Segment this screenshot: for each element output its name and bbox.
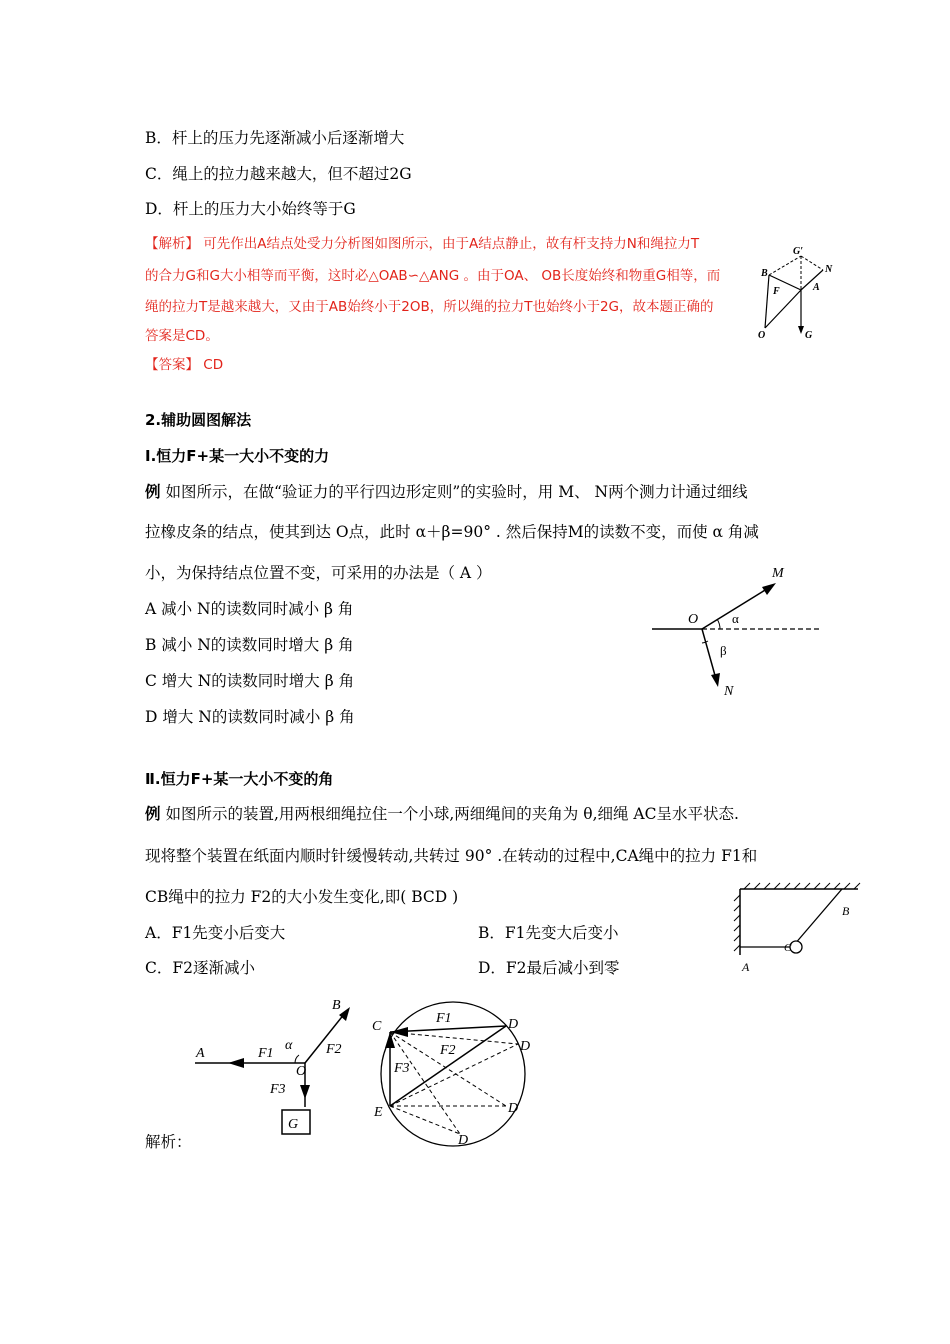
label-c: C: [372, 1019, 382, 1034]
q1-force-diagram: [755, 240, 840, 345]
label-g: G: [288, 1117, 299, 1132]
fig-label-a: A: [813, 282, 820, 293]
section-title: 2.辅助圆图解法: [145, 411, 252, 429]
fig-label-b: B: [761, 268, 768, 279]
label-beta: β: [720, 643, 727, 658]
example-1-option-d: D 增大 N的读数同时减小 β 角: [145, 708, 355, 726]
example-1-text-1: 如图所示，在做“验证力的平行四边形定则”的实验时，用 M、 N两个测力计通过细线: [165, 483, 748, 501]
example-1-line-3: 小，为保持结点位置不变，可采用的办法是（ A ）: [145, 564, 492, 582]
label-f2: F2: [440, 1043, 456, 1058]
example-2-line-3: CB绳中的拉力 F2的大小发生变化,即( BCD ): [145, 888, 459, 906]
example-1-line-1: [145, 482, 748, 502]
fig-label-n: N: [825, 264, 833, 275]
label-e: E: [374, 1105, 383, 1120]
subsection-1-title: Ⅰ.恒力F+某一大小不变的力: [145, 447, 330, 465]
label-d-top: D: [508, 1017, 519, 1032]
example-label: 例: [145, 483, 161, 501]
example-2-line-1: [145, 804, 739, 824]
ball-apparatus-diagram: [730, 885, 865, 975]
analysis-line-2: 的合力G和G大小相等而平衡，这时必△OAB∽△ANG 。由于OA、 OB长度始终和物重G相等，而: [145, 268, 721, 284]
label-b: B: [842, 904, 850, 918]
analysis-line-4: 答案是CD。: [145, 328, 219, 344]
label-b: B: [332, 998, 341, 1013]
example-2-option-a: A．F1先变小后变大: [145, 924, 286, 942]
label-f1: F1: [258, 1046, 274, 1061]
example-2-option-c: C．F2逐渐减小: [145, 959, 255, 977]
option-d: D．杆上的压力大小始终等于G: [145, 200, 356, 218]
example-2-option-d: D．F2最后减小到零: [478, 959, 620, 977]
label-f3: F3: [394, 1061, 410, 1076]
label-d-right: D: [520, 1039, 531, 1054]
example-1-option-c: C 增大 N的读数同时增大 β 角: [145, 672, 355, 690]
label-m: M: [772, 566, 784, 581]
label-o: O: [688, 612, 699, 627]
mn-force-diagram: [650, 555, 825, 705]
example-2-option-b: B．F1先变大后变小: [478, 924, 619, 942]
label-f2: F2: [326, 1042, 342, 1057]
fig-label-g-prime: G′: [793, 246, 804, 257]
node-force-diagram: [190, 995, 360, 1143]
label-o: O: [296, 1064, 307, 1079]
example-1-line-2: 拉橡皮条的结点，使其到达 O点，此时 α＋β=90° . 然后保持M的读数不变，而使 α 角减: [145, 523, 759, 541]
label-d-lower: D: [508, 1101, 519, 1116]
label-f1: F1: [436, 1011, 452, 1026]
analysis-line-1: 【解析】 可先作出A结点处受力分析图如图所示，由于A结点静止，故有杆支持力N和绳拉力T: [145, 236, 700, 252]
answer-label: 【答案】 CD: [145, 357, 224, 373]
option-b: B．杆上的压力先逐渐减小后逐渐增大: [145, 129, 405, 147]
label-alpha: α: [732, 611, 739, 626]
label-n: N: [724, 684, 734, 699]
example-1-option-a: A 减小 N的读数同时减小 β 角: [145, 600, 354, 618]
fig-label-f: F: [773, 286, 780, 297]
example-2-line-2: 现将整个装置在纸面内顺时针缓慢转动,共转过 90° .在转动的过程中,CA绳中的拉力 F1和: [145, 847, 758, 865]
option-c: C．绳上的拉力越来越大，但不超过2G: [145, 165, 412, 183]
example-1-option-b: B 减小 N的读数同时增大 β 角: [145, 636, 354, 654]
label-f3: F3: [270, 1082, 286, 1097]
label-c: C: [784, 942, 792, 954]
fig-label-g: G: [805, 330, 813, 341]
label-a: A: [196, 1046, 205, 1061]
label-alpha: α: [285, 1038, 293, 1053]
analysis-line-3: 绳的拉力T是越来越大，又由于AB始终小于2OB，所以绳的拉力T也始终小于2G，故本题正确的: [145, 299, 714, 315]
label-a: A: [742, 960, 750, 974]
fig-label-o: O: [758, 330, 766, 341]
solution-label: 解析：: [145, 1133, 192, 1151]
label-d-bottom: D: [458, 1133, 469, 1148]
auxiliary-circle-diagram: [368, 998, 543, 1148]
subsection-2-title: Ⅱ.恒力F+某一大小不变的角: [145, 770, 334, 788]
example-2-text-1: 如图所示的装置,用两根细绳拉住一个小球,两细绳间的夹角为 θ,细绳 AC呈水平状态.: [165, 805, 739, 823]
example-2-label: 例: [145, 805, 161, 823]
